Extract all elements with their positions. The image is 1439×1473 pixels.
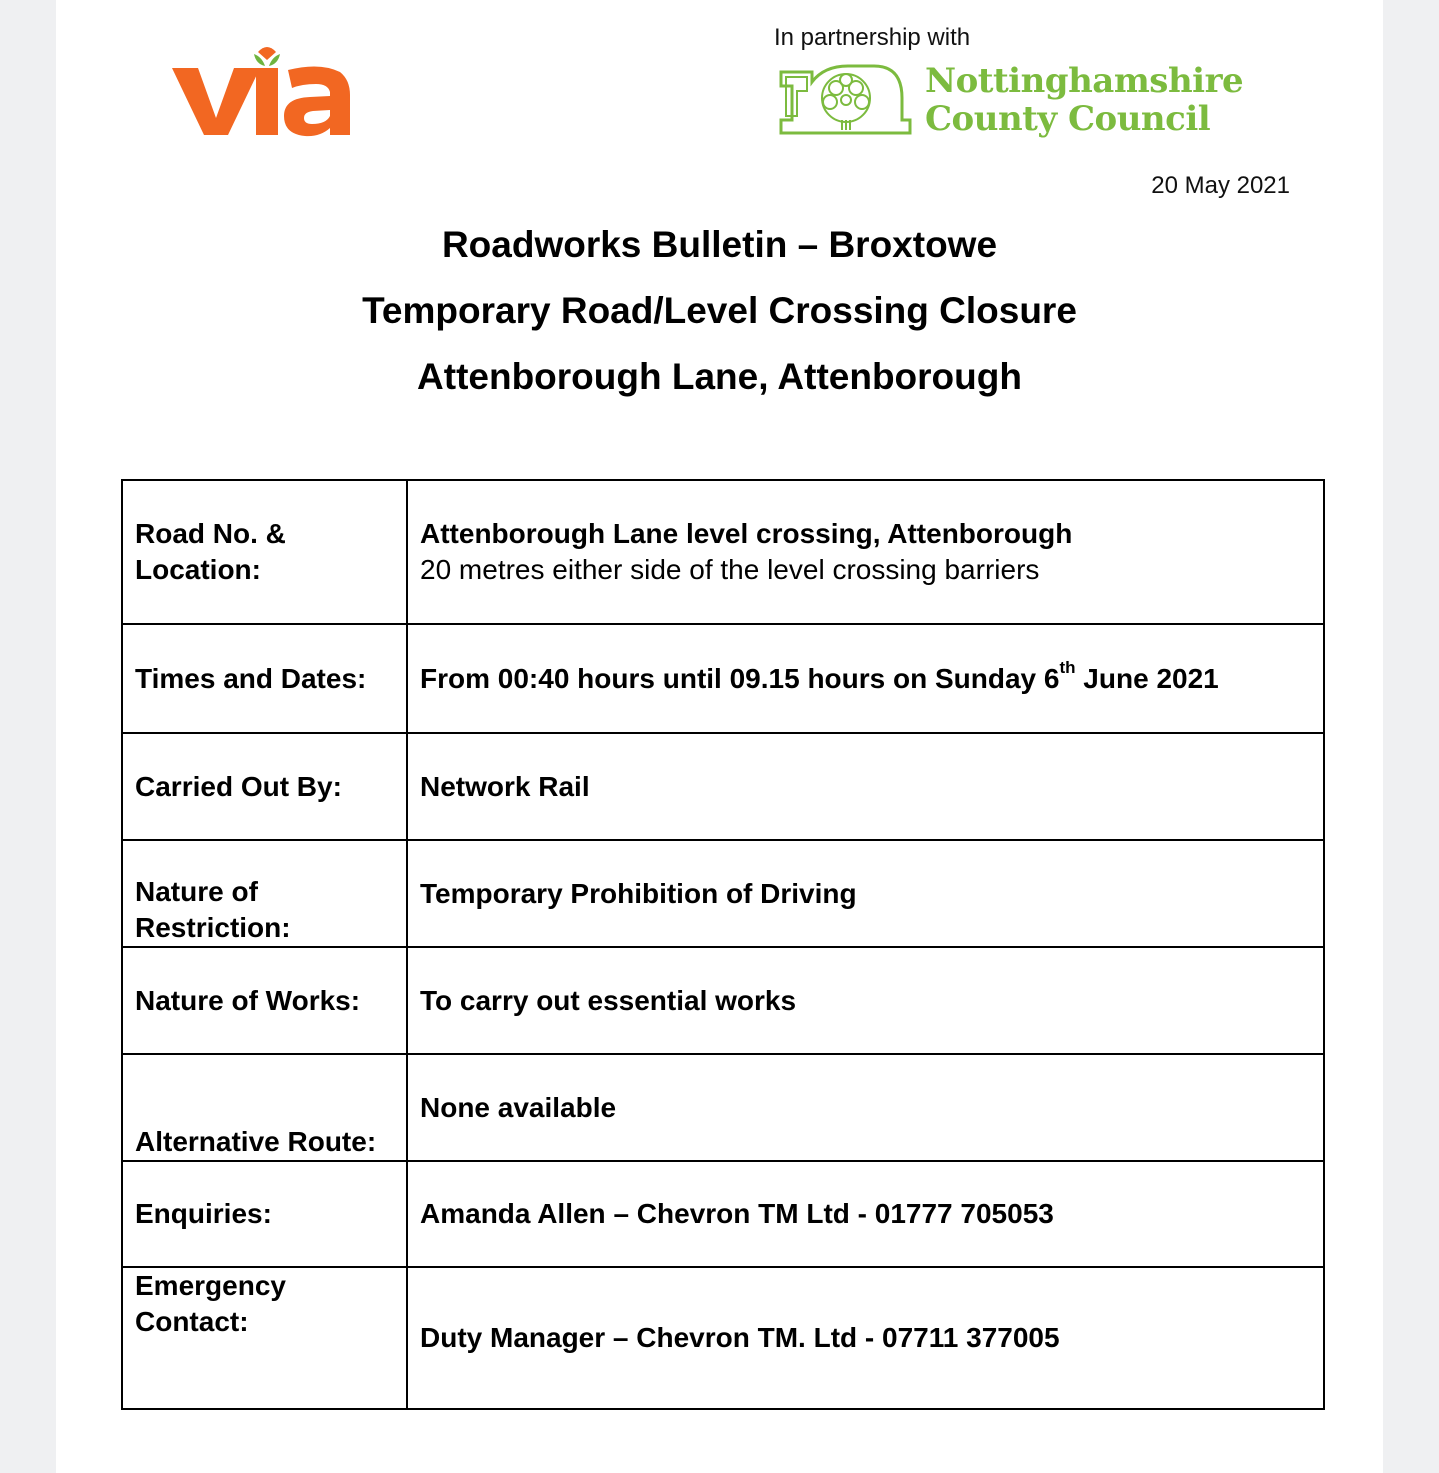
row-label: Carried Out By: bbox=[122, 733, 407, 840]
bulletin-titles bbox=[0, 220, 1439, 418]
row-value: None available bbox=[407, 1054, 1324, 1161]
row-value: Amanda Allen – Chevron TM Ltd - 01777 705053 bbox=[407, 1161, 1324, 1267]
table-row-enquiries bbox=[122, 1161, 1324, 1267]
council-name bbox=[925, 62, 1243, 138]
row-label: Enquiries: bbox=[122, 1161, 407, 1267]
table-row-times bbox=[122, 624, 1324, 733]
title-line-3: Attenborough Lane, Attenborough bbox=[417, 356, 1022, 397]
council-name-line2: County Council bbox=[925, 99, 1211, 139]
partnership-label: In partnership with bbox=[774, 24, 971, 51]
row-label: Emergency Contact: bbox=[122, 1267, 407, 1409]
title-line-1: Roadworks Bulletin – Broxtowe bbox=[441, 224, 998, 265]
title-line-2: Temporary Road/Level Crossing Closure bbox=[362, 290, 1077, 331]
row-label: Nature of Works: bbox=[122, 947, 407, 1054]
row-value: Temporary Prohibition of Driving bbox=[407, 840, 1324, 947]
location-detail: 20 metres either side of the level crossing barriers bbox=[420, 554, 1040, 585]
table-row-carried-out-by bbox=[122, 733, 1324, 840]
table-row-works bbox=[122, 947, 1324, 1054]
table-row-alternative-route bbox=[122, 1054, 1324, 1161]
row-label: Nature of Restriction: bbox=[122, 840, 407, 947]
row-value bbox=[407, 480, 1324, 624]
table-row-restriction bbox=[122, 840, 1324, 947]
row-value: Network Rail bbox=[407, 733, 1324, 840]
location-main: Attenborough Lane level crossing, Attenborough bbox=[420, 518, 1073, 549]
times-text-end: June 2021 bbox=[1075, 662, 1219, 694]
council-tree-logo-icon bbox=[778, 64, 913, 136]
table-row-emergency-contact bbox=[122, 1267, 1324, 1409]
row-value: Duty Manager – Chevron TM. Ltd - 07711 377005 bbox=[407, 1267, 1324, 1409]
table-row-location bbox=[122, 480, 1324, 624]
row-label: Road No. & Location: bbox=[122, 480, 407, 624]
via-logo bbox=[170, 40, 355, 140]
row-label: Times and Dates: bbox=[122, 624, 407, 733]
roadworks-details-table bbox=[121, 479, 1325, 1410]
bulletin-date: 20 May 2021 bbox=[1151, 172, 1290, 199]
row-value: To carry out essential works bbox=[407, 947, 1324, 1054]
times-text: From 00:40 hours until 09.15 hours on Sunday 6 bbox=[420, 662, 1060, 694]
row-value bbox=[407, 624, 1324, 733]
ordinal-suffix: th bbox=[1059, 658, 1076, 678]
row-label: Alternative Route: bbox=[122, 1054, 407, 1161]
council-name-line1: Nottinghamshire bbox=[925, 61, 1244, 101]
